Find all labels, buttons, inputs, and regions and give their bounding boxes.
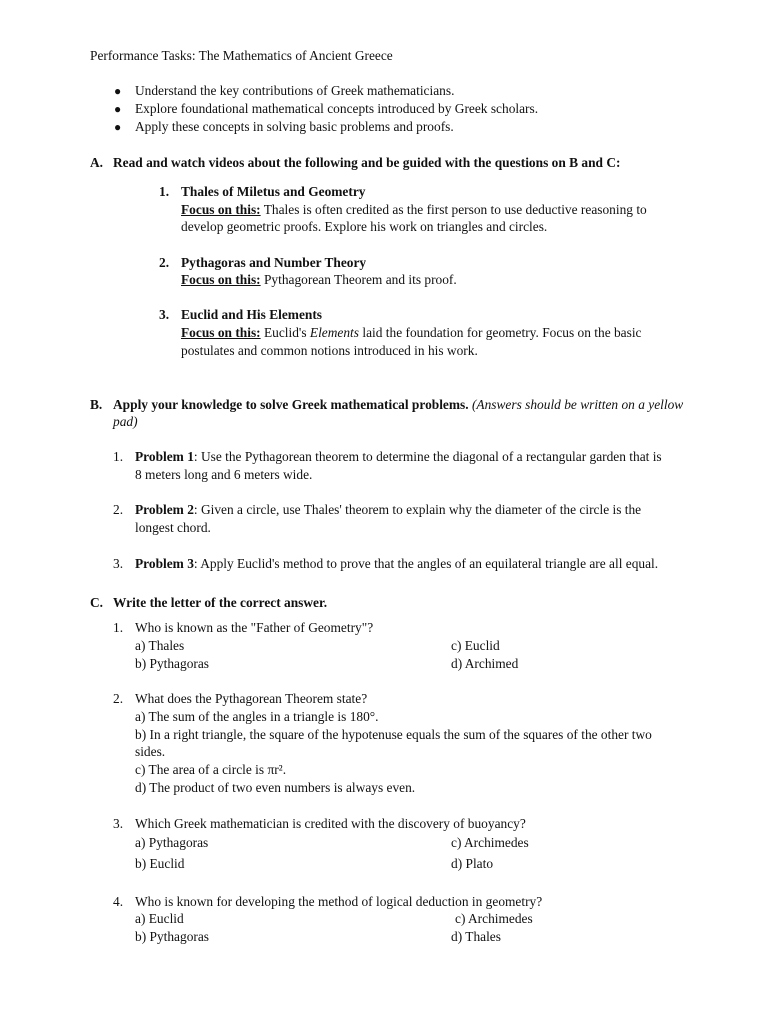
option-c: c) Archimedes — [451, 835, 529, 850]
focus-label: Focus on this: — [181, 325, 261, 340]
topic-focus — [181, 271, 457, 289]
topic-title: Euclid and His Elements — [181, 307, 323, 322]
option-c: c) The area of a circle is πr². — [135, 762, 287, 777]
section-b-note: (Answers should be written on a yellow — [471, 397, 684, 412]
option-b-continuation: sides. — [135, 744, 166, 759]
question-text: Who is known for developing the method of logical deduction in geometry? — [135, 894, 543, 909]
problem-number: 1. — [113, 449, 124, 464]
focus-text: laid the foundation for geometry. Focus on the basic — [359, 325, 642, 340]
topic-number: 1. — [159, 184, 170, 199]
option-a: a) Euclid — [135, 911, 184, 926]
problem-text-continuation: longest chord. — [135, 520, 211, 535]
topic-title: Pythagoras and Number Theory — [181, 255, 367, 270]
section-c-letter: C. — [90, 595, 104, 610]
problem-text: : Given a circle, use Thales' theorem to explain why the diameter of the circle is the — [193, 502, 642, 517]
topic-number: 3. — [159, 307, 170, 322]
option-c: c) Euclid — [451, 638, 500, 653]
question-number: 1. — [113, 620, 124, 635]
problem-item — [135, 555, 658, 573]
topic-title: Thales of Miletus and Geometry — [181, 184, 366, 199]
section-b-letter: B. — [90, 397, 103, 412]
section-b-heading: Apply your knowledge to solve Greek mathematical problems. — [113, 397, 469, 412]
question-number: 4. — [113, 894, 124, 909]
objective-item: Apply these concepts in solving basic problems and proofs. — [135, 119, 454, 134]
focus-text: Pythagorean Theorem and its proof. — [260, 272, 457, 287]
option-b: b) Euclid — [135, 856, 185, 871]
problem-number: 3. — [113, 556, 124, 571]
problem-label: Problem 2 — [135, 502, 194, 517]
problem-label: Problem 1 — [135, 449, 194, 464]
bullet-icon: ● — [114, 84, 122, 98]
focus-text: Euclid's — [260, 325, 310, 340]
section-b-heading-line — [113, 396, 683, 414]
section-b-note-continuation: pad) — [113, 414, 138, 429]
problem-item — [135, 448, 662, 466]
topic-focus-continuation: postulates and common notions introduced in his work. — [181, 343, 478, 358]
option-c: c) Archimedes — [455, 911, 533, 926]
problem-item — [135, 501, 641, 519]
focus-label: Focus on this: — [181, 272, 261, 287]
section-a-letter: A. — [90, 155, 104, 170]
problem-text-continuation: 8 meters long and 6 meters wide. — [135, 467, 313, 482]
focus-italic: Elements — [309, 325, 359, 340]
problem-text: : Use the Pythagorean theorem to determine the diagonal of a rectangular garden that is — [193, 449, 662, 464]
problem-number: 2. — [113, 502, 124, 517]
option-d: d) Archimed — [451, 656, 519, 671]
option-a: a) The sum of the angles in a triangle is 180°. — [135, 709, 379, 724]
section-a-heading: Read and watch videos about the following and be guided with the questions on B and C: — [113, 155, 621, 170]
bullet-icon: ● — [114, 102, 122, 116]
focus-text: Thales is often credited as the first person to use deductive reasoning to — [260, 202, 647, 217]
question-text: Which Greek mathematician is credited with the discovery of buoyancy? — [135, 816, 526, 831]
question-text: What does the Pythagorean Theorem state? — [135, 691, 368, 706]
section-c-heading: Write the letter of the correct answer. — [113, 595, 328, 610]
option-d: d) Plato — [451, 856, 494, 871]
problem-text: : Apply Euclid's method to prove that the angles of an equilateral triangle are all equal. — [193, 556, 659, 571]
option-a: a) Thales — [135, 638, 185, 653]
option-d: d) Thales — [451, 929, 501, 944]
focus-label: Focus on this: — [181, 202, 261, 217]
question-number: 3. — [113, 816, 124, 831]
topic-focus-continuation: develop geometric proofs. Explore his work on triangles and circles. — [181, 219, 548, 234]
question-text: Who is known as the "Father of Geometry"? — [135, 620, 374, 635]
topic-number: 2. — [159, 255, 170, 270]
option-b: b) In a right triangle, the square of the hypotenuse equals the sum of the squares of the other two — [135, 727, 652, 742]
option-b: b) Pythagoras — [135, 929, 210, 944]
topic-focus — [181, 324, 642, 342]
topic-focus — [181, 201, 647, 219]
problem-label: Problem 3 — [135, 556, 194, 571]
option-b: b) Pythagoras — [135, 656, 210, 671]
objective-item: Understand the key contributions of Greek mathematicians. — [135, 83, 455, 98]
option-d: d) The product of two even numbers is always even. — [135, 780, 416, 795]
bullet-icon: ● — [114, 120, 122, 134]
page-title: Performance Tasks: The Mathematics of Ancient Greece — [90, 48, 393, 63]
question-number: 2. — [113, 691, 124, 706]
option-a: a) Pythagoras — [135, 835, 209, 850]
objective-item: Explore foundational mathematical concepts introduced by Greek scholars. — [135, 101, 539, 116]
